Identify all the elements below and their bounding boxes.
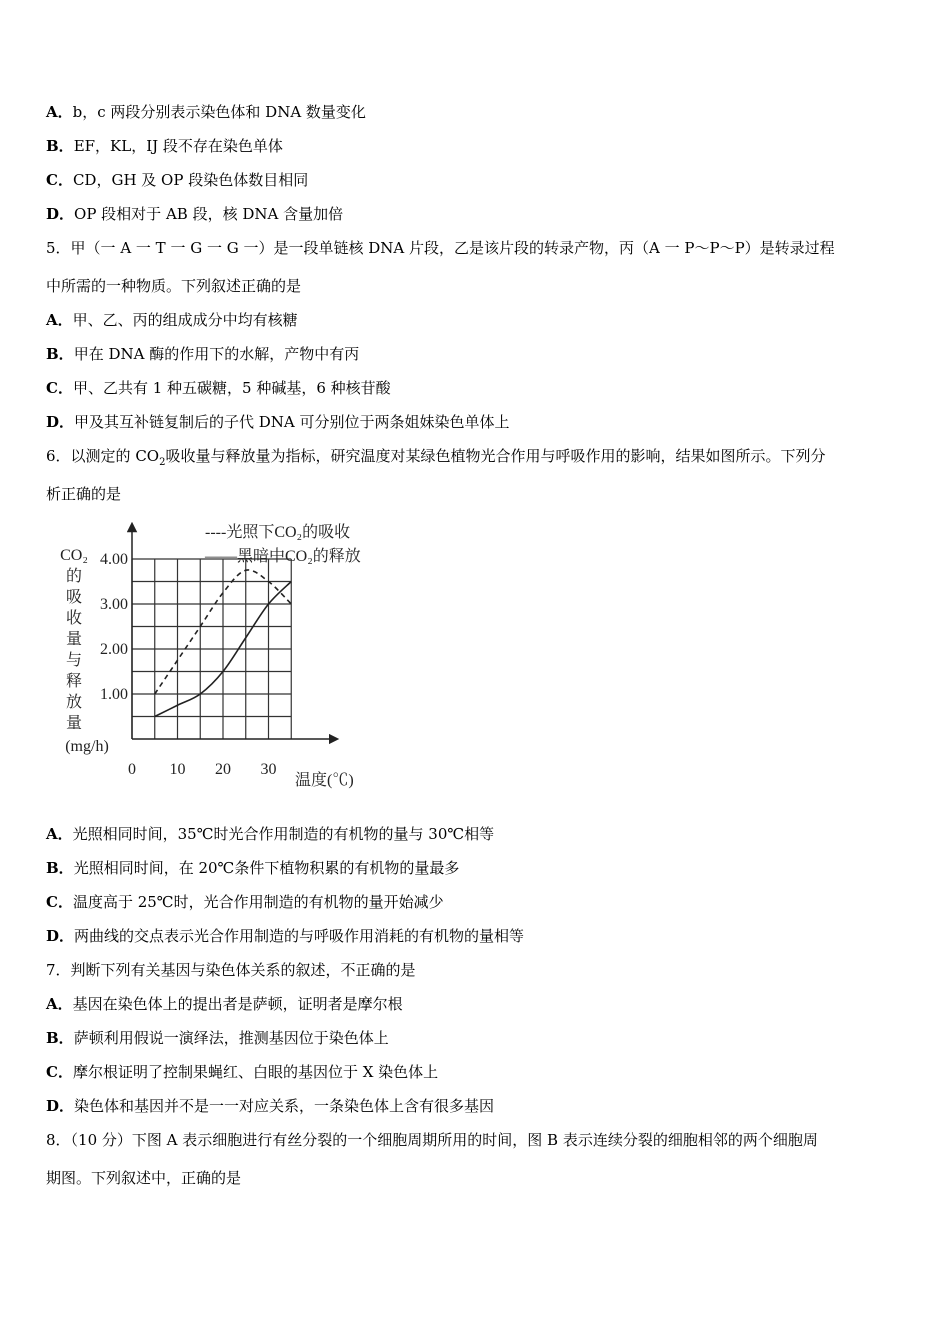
option-label: A． (46, 825, 73, 843)
y-label-part: 放 (65, 694, 83, 711)
question-stem-a: 以测定的 CO (70, 447, 160, 465)
option-text: EF，KL，IJ 段不存在染色单体 (73, 137, 283, 155)
option-label: D． (46, 205, 75, 223)
y-label-part: 释 (65, 673, 83, 690)
option-label: B． (46, 859, 74, 877)
q7-option-c (46, 1062, 910, 1082)
option-text: 光照相同时间，35℃时光合作用制造的有机物的量与 30℃相等 (72, 825, 495, 843)
y-tick-label: 1.00 (100, 686, 128, 703)
option-text: 摩尔根证明了控制果蝇红、白眼的基因位于 X 染色体上 (72, 1063, 439, 1081)
x-axis-label: 温度(℃) (295, 772, 354, 789)
q5-option-c (46, 378, 910, 398)
y-label-part: 的 (65, 568, 83, 585)
q5-stem-line1 (46, 238, 910, 258)
y-label-part: 量 (65, 715, 83, 732)
question-number: 8． (46, 1131, 71, 1149)
option-label: D． (46, 1097, 75, 1115)
q4-option-d (46, 204, 910, 224)
q7-option-d (46, 1096, 910, 1116)
y-label-part: (mg/h) (65, 738, 109, 755)
option-label: C． (46, 379, 73, 397)
x-tick-label: 0 (128, 761, 136, 778)
question-stem: 甲（一 A 一 T 一 G 一 G 一）是一段单链核 DNA 片段，乙是该片段的转录产物，丙（A 一 P～P～P）是转录过程 (70, 239, 835, 257)
chart-svg (52, 515, 412, 805)
option-text: 染色体和基因并不是一一对应关系，一条染色体上含有很多基因 (74, 1097, 495, 1115)
q8-stem-line2: 期图。下列叙述中，正确的是 (46, 1169, 242, 1187)
grid (132, 559, 291, 739)
option-text: 光照相同时间，在 20℃条件下植物积累的有机物的量最多 (73, 859, 460, 877)
question-number: 5． (46, 239, 71, 257)
q6-option-c (46, 892, 910, 912)
q4-option-a (46, 102, 910, 122)
y-label-part: 量 (65, 631, 83, 648)
y-label-part: 收 (65, 610, 83, 627)
legend-light-absorption: ----光照下CO₂的吸收 (205, 524, 351, 541)
option-text: 基因在染色体上的提出者是萨顿，证明者是摩尔根 (72, 995, 403, 1013)
q5-option-a (46, 310, 910, 330)
option-text: 温度高于 25℃时，光合作用制造的有机物的量开始减少 (72, 893, 444, 911)
y-tick-label: 3.00 (100, 596, 128, 613)
option-label: D． (46, 413, 75, 431)
q6-stem-line1 (46, 446, 910, 473)
q7-option-b (46, 1028, 910, 1048)
option-label: A． (46, 103, 73, 121)
q7-stem (46, 960, 910, 980)
option-label: A． (46, 995, 73, 1013)
legend-dark-release: ——黑暗中CO₂的释放 (205, 548, 361, 565)
question-stem: 判断下列有关基因与染色体关系的叙述，不正确的是 (70, 961, 416, 979)
option-label: B． (46, 345, 74, 363)
option-label: D． (46, 927, 75, 945)
x-tick-label: 20 (215, 761, 231, 778)
q6-stem-line2: 析正确的是 (46, 485, 122, 503)
q4-option-b (46, 136, 910, 156)
q6-option-d (46, 926, 910, 946)
option-text: 萨顿利用假说一演绎法，推测基因位于染色体上 (73, 1029, 389, 1047)
q8-stem-line1 (46, 1130, 910, 1150)
y-label-part: 与 (65, 652, 83, 669)
option-label: B． (46, 1029, 74, 1047)
option-text: OP 段相对于 AB 段，核 DNA 含量加倍 (74, 205, 344, 223)
y-tick-label: 2.00 (100, 641, 128, 658)
q4-option-c (46, 170, 910, 190)
option-label: B． (46, 137, 74, 155)
x-tick-label: 10 (169, 761, 186, 778)
question-stem: （10 分）下图 A 表示细胞进行有丝分裂的一个细胞周期所用的时间，图 B 表示连续分裂的细胞相邻的两个细胞周 (70, 1131, 818, 1149)
option-text: CD，GH 及 OP 段染色体数目相同 (72, 171, 309, 189)
q6-option-a (46, 824, 910, 844)
y-label-part: 吸 (65, 589, 83, 606)
option-text: b，c 两段分别表示染色体和 DNA 数量变化 (72, 103, 366, 121)
question-number: 6． (46, 447, 71, 465)
question-stem-b: 吸收量与释放量为指标，研究温度对某绿色植物光合作用与呼吸作用的影响，结果如图所示。下列分 (165, 447, 826, 465)
y-label-part: CO₂ (60, 547, 88, 564)
option-label: C． (46, 893, 73, 911)
q5-option-d (46, 412, 910, 432)
q5-option-b (46, 344, 910, 364)
option-text: 甲、乙、丙的组成成分中均有核糖 (72, 311, 298, 329)
option-label: A． (46, 311, 73, 329)
option-text: 两曲线的交点表示光合作用制造的与呼吸作用消耗的有机物的量相等 (74, 927, 525, 945)
option-text: 甲、乙共有 1 种五碳糖，5 种碱基，6 种核苷酸 (72, 379, 391, 397)
option-label: C． (46, 1063, 73, 1081)
q6-option-b (46, 858, 910, 878)
option-text: 甲在 DNA 酶的作用下的水解，产物中有丙 (73, 345, 360, 363)
option-label: C． (46, 171, 73, 189)
q5-stem-line2: 中所需的一种物质。下列叙述正确的是 (46, 277, 302, 295)
co2-subscript: 2 (159, 457, 166, 468)
q7-option-a (46, 994, 910, 1014)
question-number: 7． (46, 961, 71, 979)
option-text: 甲及其互补链复制后的子代 DNA 可分别位于两条姐妹染色单体上 (74, 413, 510, 431)
co2-temperature-chart (52, 515, 412, 805)
y-tick-label: 4.00 (100, 551, 128, 568)
x-tick-label: 30 (260, 761, 277, 778)
